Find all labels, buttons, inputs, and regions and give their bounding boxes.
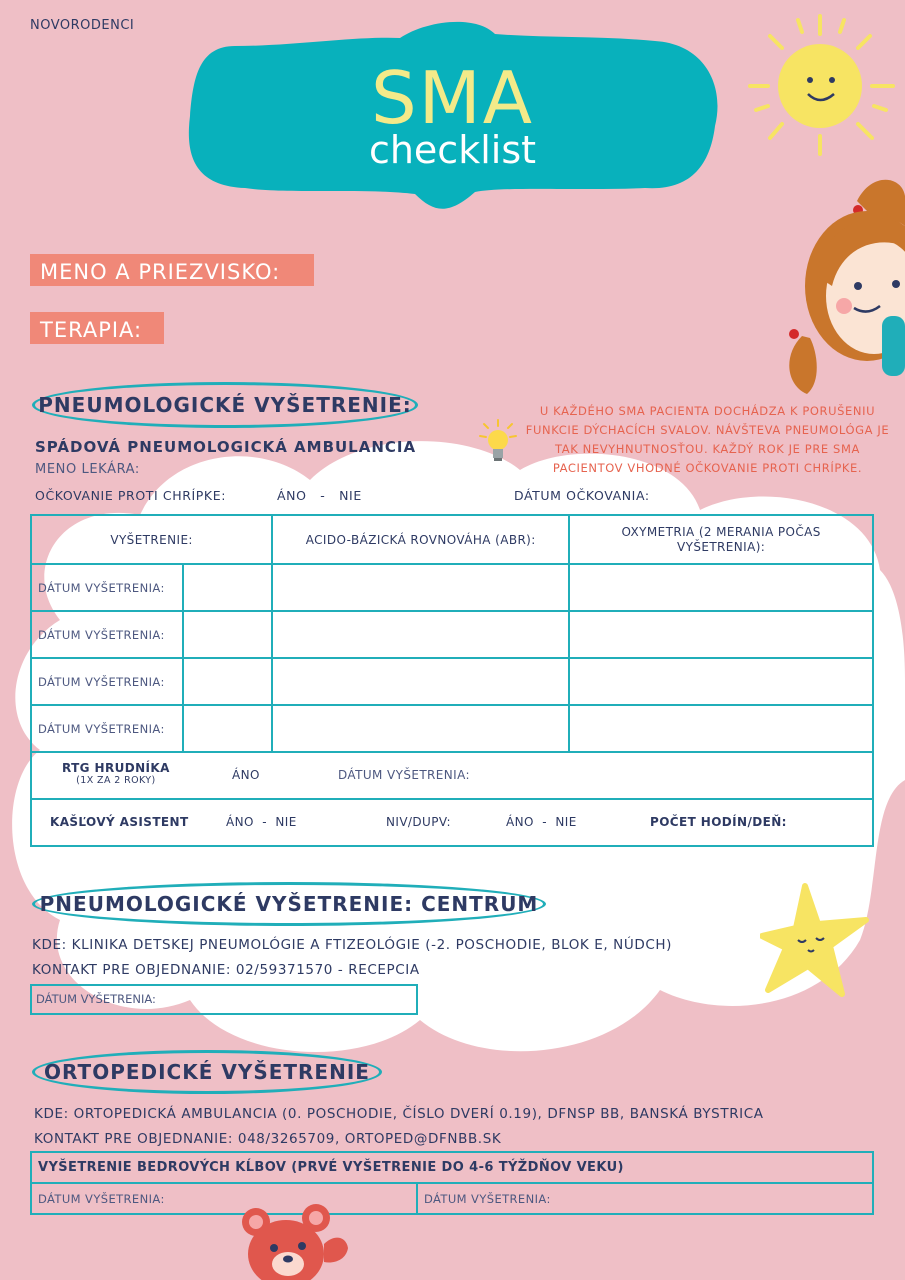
- vaccine-label: OČKOVANIE PROTI CHRÍPKE:: [35, 488, 227, 503]
- ortho-where: KDE: ORTOPEDICKÁ AMBULANCIA (0. POSCHODIE, ČÍSLO DVERÍ 0.19), DFNSP BB, BANSKÁ BYSTRICA: [34, 1106, 764, 1122]
- centrum-date-label: DÁTUM VYŠETRENIA:: [36, 992, 156, 1006]
- header-oximetry: OXYMETRIA (2 MERANIA POČAS VYŠETRENIA):: [569, 515, 873, 564]
- date-cell[interactable]: [183, 611, 272, 658]
- header-exam: VYŠETRENIE:: [31, 515, 272, 564]
- therapy-field[interactable]: [30, 312, 164, 344]
- vaccine-date-label: DÁTUM OČKOVANIA:: [514, 488, 650, 503]
- lightbulb-icon: [474, 418, 522, 466]
- table-row: [31, 705, 873, 752]
- date-label: DÁTUM VYŠETRENIA:: [31, 611, 183, 658]
- date-label: DÁTUM VYŠETRENIA:: [31, 564, 183, 611]
- sun-icon: [748, 14, 898, 159]
- hours-label: POČET HODÍN/DEŇ:: [650, 815, 787, 829]
- xray-sub: (1X ZA 2 ROKY): [76, 775, 156, 786]
- pneumo-table: [30, 514, 874, 847]
- oximetry-cell[interactable]: [569, 658, 873, 705]
- therapy-label: TERAPIA:: [40, 318, 143, 342]
- xray-answer[interactable]: ÁNO: [232, 768, 260, 782]
- header-label: NOVORODENCI: [30, 18, 135, 33]
- table-row: [31, 611, 873, 658]
- ortho-date-left[interactable]: DÁTUM VYŠETRENIA:: [31, 1183, 417, 1214]
- pneumo-heading: PNEUMOLOGICKÉ VYŠETRENIE:: [32, 382, 418, 428]
- star-icon: [760, 882, 870, 1002]
- niv-options[interactable]: ÁNO - NIE: [506, 815, 577, 829]
- teddy-bear-illustration: [238, 1204, 350, 1280]
- title-badge: [185, 16, 720, 214]
- date-cell[interactable]: [183, 705, 272, 752]
- date-label: DÁTUM VYŠETRENIA:: [31, 658, 183, 705]
- oximetry-cell[interactable]: [569, 564, 873, 611]
- name-label: MENO A PRIEZVISKO:: [40, 260, 281, 284]
- abr-cell[interactable]: [272, 705, 569, 752]
- date-cell[interactable]: [183, 658, 272, 705]
- centrum-contact: KONTAKT PRE OBJEDNANIE: 02/59371570 - RECEPCIA: [32, 962, 420, 978]
- girl-illustration: [762, 166, 905, 396]
- centrum-where: KDE: KLINIKA DETSKEJ PNEUMOLÓGIE A FTIZEOLÓGIE (-2. POSCHODIE, BLOK E, NÚDCH): [32, 937, 673, 953]
- abr-cell[interactable]: [272, 611, 569, 658]
- xray-row: [31, 752, 873, 799]
- cough-assist-label: KAŠĽOVÝ ASISTENT: [50, 815, 189, 829]
- niv-label: NIV/DUPV:: [386, 815, 451, 829]
- date-label: DÁTUM VYŠETRENIA:: [31, 705, 183, 752]
- xray-label: RTG HRUDNÍKA (1X ZA 2 ROKY): [62, 761, 170, 786]
- ambulance-label: SPÁDOVÁ PNEUMOLOGICKÁ AMBULANCIA: [35, 438, 417, 456]
- centrum-date-field[interactable]: [30, 984, 418, 1015]
- ortho-contact: KONTAKT PRE OBJEDNANIE: 048/3265709, ORTOPED@DFNBB.SK: [34, 1131, 502, 1147]
- assist-row: [31, 799, 873, 846]
- vaccine-options[interactable]: ÁNO - NIE: [277, 488, 362, 503]
- pneumo-note: U KAŽDÉHO SMA PACIENTA DOCHÁDZA K PORUŠENIU FUNKCIE DÝCHACÍCH SVALOV. NÁVŠTEVA PNEUMOLÓGA JE TAK NEVYHNUTNOSŤOU. KAŽDÝ ROK JE PRE SMA PACIENTOV VHODNÉ OČKOVANIE PROTI CHRÍPKE.: [525, 404, 890, 475]
- doctor-label: MENO LEKÁRA:: [35, 462, 140, 477]
- table-row: [31, 564, 873, 611]
- cough-assist-options[interactable]: ÁNO - NIE: [226, 815, 297, 829]
- oximetry-cell[interactable]: [569, 611, 873, 658]
- hips-label: VYŠETRENIE BEDROVÝCH KĹBOV (PRVÉ VYŠETRENIE DO 4-6 TÝŽDŇOV VEKU): [31, 1152, 873, 1183]
- ortho-table: [30, 1151, 874, 1215]
- centrum-heading: PNEUMOLOGICKÉ VYŠETRENIE: CENTRUM: [32, 882, 546, 926]
- title-main: SMA: [370, 56, 535, 140]
- ortho-heading: ORTOPEDICKÉ VYŠETRENIE: [32, 1050, 382, 1094]
- abr-cell[interactable]: [272, 658, 569, 705]
- abr-cell[interactable]: [272, 564, 569, 611]
- header-abr: ACIDO-BÁZICKÁ ROVNOVÁHA (ABR):: [272, 515, 569, 564]
- date-cell[interactable]: [183, 564, 272, 611]
- oximetry-cell[interactable]: [569, 705, 873, 752]
- xray-date-label: DÁTUM VYŠETRENIA:: [338, 768, 470, 782]
- title-sub: checklist: [368, 128, 537, 172]
- table-header-row: [31, 515, 873, 564]
- table-row: [31, 658, 873, 705]
- ortho-date-right[interactable]: DÁTUM VYŠETRENIA:: [417, 1183, 873, 1214]
- name-field[interactable]: [30, 254, 314, 286]
